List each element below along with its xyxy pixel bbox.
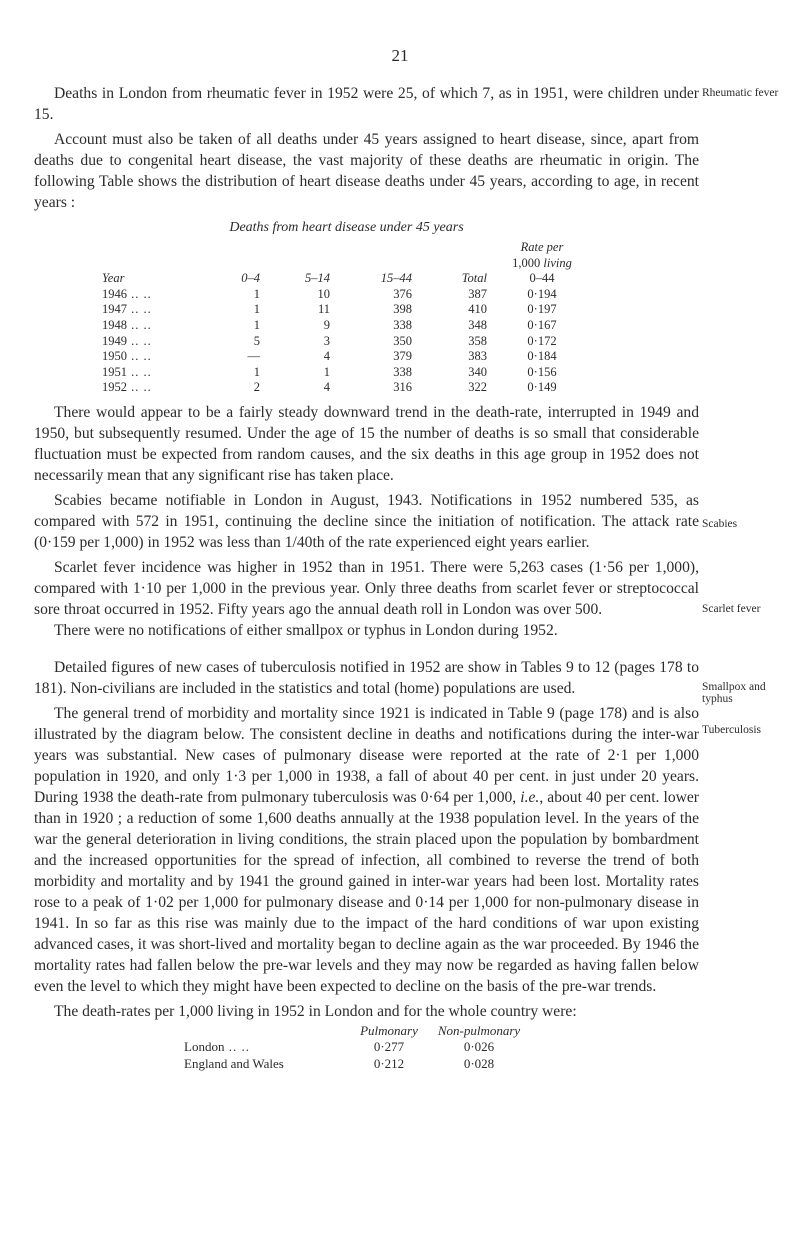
table-row: 1952 .. .. 2 4 316 322 0·149 bbox=[102, 380, 557, 395]
table-row: London .. .. 0·277 0·026 bbox=[184, 1039, 495, 1055]
margin-note-scabies: Scabies bbox=[702, 518, 738, 530]
paragraph-smallpox-typhus: There were no notifications of either smallpox or typhus in London during 1952. bbox=[54, 621, 558, 639]
paragraph-rheumatic-fever: Deaths in London from rheumatic fever in 1952 were 25, of which 7, as in 1951, were children under 15. bbox=[34, 85, 699, 123]
table-row: 1947 .. .. 1 11 398 410 0·197 bbox=[102, 302, 557, 317]
col-header-age-0-4: 0–4 bbox=[241, 271, 260, 286]
paragraph-heart-disease: Account must also be taken of all deaths under 45 years assigned to heart disease, since, apart from deaths due to congenital heart disease, the vast majority of these deaths are rheumatic in origin. The following Table shows the distribution of heart disease deaths under 45 years, according to age, in recent years : bbox=[34, 131, 699, 211]
heart-disease-deaths-table bbox=[102, 240, 597, 396]
col-header-non-pulmonary: Non-pulmonary bbox=[437, 1022, 521, 1038]
col-header-pulmonary: Pulmonary bbox=[360, 1022, 418, 1038]
col-header-age-5-14: 5–14 bbox=[305, 271, 330, 286]
paragraph-death-rates-1952: The death-rates per 1,000 living in 1952 in London and for the whole country were: bbox=[54, 1002, 577, 1020]
col-header-total: Total bbox=[461, 271, 487, 286]
table-row: 1951 .. .. 1 1 338 340 0·156 bbox=[102, 364, 557, 379]
paragraph-tuberculosis-trend: The general trend of morbidity and mortality since 1921 is indicated in Table 9 (page 178) and is also illustrated by the diagram below. The consistent decline in deaths and notifications during the inter-war years was substantial. New cases of pulmonary disease were reported at the rate of 2·1 per 1,000 population in 1920, and only 1·3 per 1,000 in 1938, a fall of about 40 per cent. in just under 20 years. During 1938 the death-rate from pulmonary tuberculosis was 0·64 per 1,000, i.e., about 40 per cent. lower than in 1920 ; a reduction of some 1,600 deaths annually at the 1938 population level. In the years of the war the general deterioration in living conditions, the strain placed upon the population by bombardment and the increased opportunities for the spread of infection, all combined to reverse the trend of both morbidity and mortality and by 1941 the ground gained in inter-war years had been lost. Mortality rates rose to a peak of 1·02 per 1,000 for pulmonary disease and 0·14 per 1,000 for non-pulmonary disease in 1941. In so far as this rise was mainly due to the impact of the hard conditions of war upon existing advanced cases, it was short-lived and mortality began to decline again as the war proceeded. By 1946 the mortality rates had fallen below the pre-war levels and they may now be regarded as having fallen below even the level to which they might have been expected to decline on the basis of the pre-war trends. bbox=[34, 704, 699, 995]
paragraph-tuberculosis: Detailed figures of new cases of tuberculosis notified in 1952 are show in Tables 9 to 12 (pages 178 to 181). Non-civilians are included in the statistics and total (home) populations are used. bbox=[34, 658, 699, 697]
col-header-age-15-44: 15–44 bbox=[380, 271, 412, 286]
margin-note-scarlet-fever: Scarlet fever bbox=[702, 603, 761, 615]
table-row: 1949 .. .. 5 3 350 358 0·172 bbox=[102, 333, 557, 348]
rate-header-line2: 1,000 living bbox=[512, 255, 572, 270]
table-row: 1950 .. .. — 4 379 383 0·184 bbox=[102, 349, 557, 364]
col-header-year: Year bbox=[102, 271, 125, 286]
margin-note-smallpox-typhus: Smallpox and typhus bbox=[702, 681, 766, 705]
rate-header-line1: Rate per bbox=[520, 240, 564, 254]
col-header-rate bbox=[487, 240, 597, 287]
margin-note-rheumatic-fever: Rheumatic fever bbox=[702, 87, 779, 99]
body-text bbox=[34, 83, 699, 1072]
table-row: 1948 .. .. 1 9 338 348 0·167 bbox=[102, 317, 557, 332]
page-number: 21 bbox=[391, 46, 409, 65]
table-header-row bbox=[184, 1023, 524, 1040]
table-header-row bbox=[102, 240, 597, 287]
rate-header-line3: 0–44 bbox=[529, 271, 555, 286]
table-row: 1946 .. .. 1 10 376 387 0·194 bbox=[102, 286, 557, 301]
paragraph-scabies: Scabies became notifiable in London in August, 1943. Notifications in 1952 numbered 535, as compared with 572 in 1951, continuing the decline since the initiation of notification. The attack rate (0·159 per 1,000) in 1952 was less than 1/40th of the rate experienced eight years earlier. bbox=[34, 491, 699, 551]
heart-table-title: Deaths from heart disease under 45 years bbox=[229, 220, 464, 235]
margin-note-tuberculosis: Tuberculosis bbox=[702, 724, 761, 736]
table-row: England and Wales 0·212 0·028 bbox=[184, 1055, 495, 1071]
paragraph-death-rate-trend: There would appear to be a fairly steady downward trend in the death-rate, interrupted in 1949 and 1950, but subsequently resumed. Under the age of 15 the number of deaths is so small that considerable fluctuation must be expected from random causes, and the six deaths in this age group in 1952 does not necessarily mean that any significant rise has taken place. bbox=[34, 403, 699, 484]
paragraph-scarlet-fever: Scarlet fever incidence was higher in 1952 than in 1951. There were 5,263 cases (1·56 per 1,000), compared with 1·10 per 1,000 in the previous year. Only three deaths from scarlet fever or streptococcal sore throat occurred in 1952. Fifty years ago the annual death roll in London was over 500. bbox=[34, 558, 699, 618]
tuberculosis-death-rates-table bbox=[184, 1023, 524, 1073]
